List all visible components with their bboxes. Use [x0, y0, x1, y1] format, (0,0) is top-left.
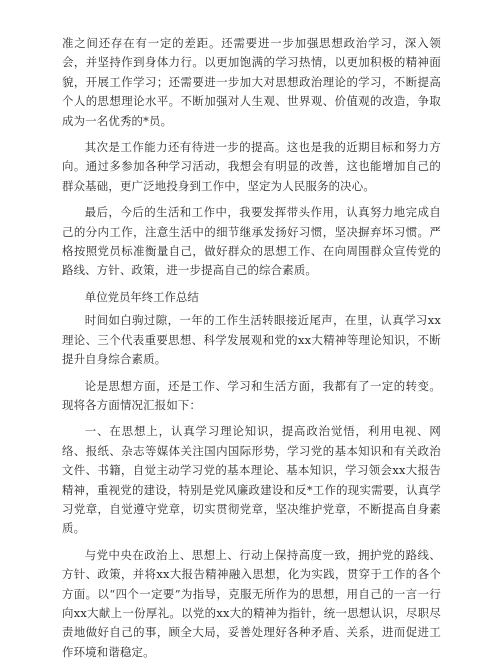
- paragraph-intro: 时间如白驹过隙，一年的工作生活转眼接近尾声，在里，认真学习xx理论、三个代表重要思想、科学发展观和党的xx大精神等理论知识，不断提升自身综合素质。: [62, 313, 441, 367]
- paragraph-alignment: 与党中央在政治上、思想上、行动上保持高度一致，拥护党的路线、方针、政策，并将xx大报告精神融入思想，化为实践，贯穿于工作的各个方面。以“四个一定要”为指导，克服无所作为的思想，用自己的一言一行向xx大献上一份厚礼。以党的xx大的精神为指针，统一思想认识，尽职尽责地做好自己的事，顾全大局，妥善处理好各种矛盾、关系，进而促进工作环境和谐稳定。: [62, 547, 441, 659]
- paragraph-ability: 其次是工作能力还有待进一步的提高。这也是我的近期目标和努力方向。通过多参加各种学习活动，我想会有明显的改善，这也能增加自己的群众基础，更广泛地投身到工作中，坚定为人民服务的决心。: [62, 140, 441, 193]
- paragraph-future: 最后，今后的生活和工作中，我要发挥带头作用，认真努力地完成自己的分内工作，注意生活中的细节继承发扬好习惯，坚决摒弃坏习惯。严格按照党员标准衡量自己，做好群众的思想工作、在向周围群众宣传党的路线、方针、政策，进一步提高自己的综合素质。: [62, 205, 441, 278]
- paragraph-thought: 一、在思想上，认真学习理论知识，提高政治觉悟，利用电视、网络、报纸、杂志等媒体关注国内国际形势，学习党的基本知识和有关政治文件、书籍，自觉主动学习党的基本理论、基本知识，学习领会xx大报告精神，重视党的建设，特别是党风廉政建设和反*工作的现实需要，认真学习党章，自觉遵守党章，切实贯彻党章，坚决维护党章，不断提高自身素质。: [62, 424, 441, 536]
- document-page: [62, 34, 441, 669]
- section-title: 单位党员年终工作总结: [84, 289, 199, 304]
- paragraph-overview: 论是思想方面，还是工作、学习和生活方面，我都有了一定的转变。现将各方面情况汇报如下：: [62, 378, 441, 412]
- paragraph-continuation: 准之间还存在有一定的差距。还需要进一步加强思想政治学习，深入领会，并坚持作到身体力行。以更加饱满的学习热情，以更加积极的精神面貌，开展工作学习；还需要进一步加大对思想政治理论的学习，不断提高个人的思想理论水平。不断加强对人生观、世界观、价值观的改造，争取成为一名优秀的*员。: [62, 36, 441, 128]
